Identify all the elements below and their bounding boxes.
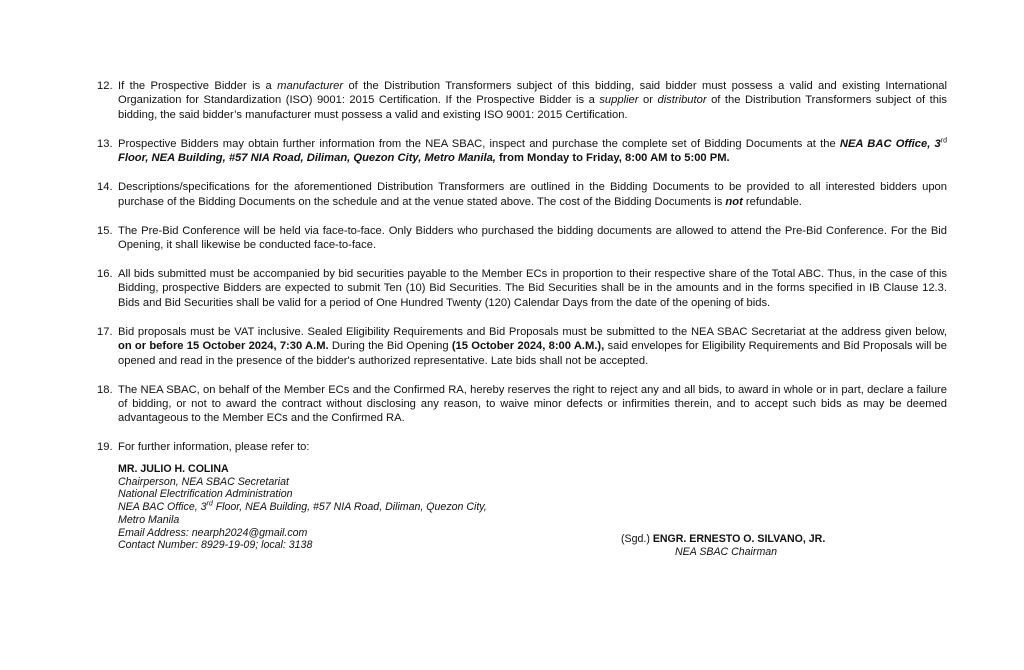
item-number: 14.: [97, 181, 113, 194]
signed-prefix: (Sgd.): [621, 533, 650, 545]
list-item: [97, 79, 947, 122]
contact-address: NEA BAC Office, 3rd Floor, NEA Building, #57 NIA Road, Diliman, Quezon City,: [118, 500, 487, 514]
signatory-name: ENGR. ERNESTO O. SILVANO, JR.: [652, 533, 826, 545]
list-item: [97, 383, 947, 426]
list-item: [97, 137, 947, 166]
item-text: Bid proposals must be VAT inclusive. Sealed Eligibility Requirements and Bid Proposals must be submitted to the NEA SBAC Secretariat at the address given below, on or before 15 October 2024, 7:30 A.M. During the Bid Opening (15 October 2024, 8:00 A.M.), said envelopes for Eligibility Requirements and Bid Proposals will be opened and read in the presence of the bidder's authorized representative. Late bids shall not be accepted.: [118, 325, 947, 367]
signatory-title: NEA SBAC Chairman: [675, 545, 778, 558]
item-text: The Pre-Bid Conference will be held via face-to-face. Only Bidders who purchased the bidding documents are allowed to attend the Pre-Bid Conference. For the Bid Opening, it shall likewise be conducted face-to-face.: [118, 224, 947, 252]
numbered-list: [97, 79, 947, 455]
item-number: 13.: [97, 137, 113, 150]
contact-phone: Contact Number: 8929-19-09; local: 3138: [118, 539, 313, 552]
signature-block: [621, 533, 825, 558]
item-text: If the Prospective Bidder is a manufacturer of the Distribution Transformers subject of this bidding, said bidder must possess a valid and existing International Organization for Standardization (ISO) 9001: 2015 Certification. If the Prospective Bidder is a supplier or distributor of the Distribution Transformers subject of this bidding, the said bidder’s manufacturer must possess a valid and existing ISO 9001: 2015 Certification.: [118, 80, 947, 121]
item-text: The NEA SBAC, on behalf of the Member ECs and the Confirmed RA, hereby reserves the right to reject any and all bids, to award in whole or in part, declare a failure of bidding, or not to award the contract without disclosing any reason, to waive minor defects or infirmities therein, and to accept such bids as may be deemed advantageous to the Member ECs and the Confirmed RA.: [118, 383, 947, 425]
signatory-line: [621, 533, 825, 546]
item-number: 19.: [97, 441, 113, 454]
item-text: Descriptions/specifications for the aforementioned Distribution Transformers are outlined in the Bidding Documents to be provided to all interested bidders upon purchase of the Bidding Documents on the schedule and at the venue stated above. The cost of the Bidding Documents is not refundable.: [118, 181, 947, 208]
item-number: 17.: [97, 325, 113, 338]
contact-address-city: Metro Manila: [118, 513, 180, 526]
item-text: All bids submitted must be accompanied by bid securities payable to the Member ECs in proportion to their respective share of the Total ABC. Thus, in the case of this Bidding, prospective Bidders are expected to submit Ten (10) Bid Securities. The Bid Securities shall be in the amounts and in the forms specified in IB Clause 12.3. Bids and Bid Securities shall be valid for a period of One Hundred Twenty (120) Calendar Days from the date of the opening of bids.: [118, 268, 947, 309]
item-text: For further information, please refer to:: [118, 441, 310, 454]
contact-block: [118, 463, 487, 552]
item-number: 15.: [97, 224, 113, 237]
item-number: 16.: [97, 268, 113, 281]
list-item: [97, 224, 947, 253]
item-number: 18.: [97, 383, 113, 396]
contact-organization: National Electrification Administration: [118, 488, 293, 501]
list-item: [97, 325, 947, 368]
list-item: [97, 440, 947, 454]
contact-title: Chairperson, NEA SBAC Secretariat: [118, 475, 289, 488]
item-number: 12.: [97, 80, 113, 92]
list-item: [97, 180, 947, 209]
contact-email: Email Address: nearph2024@gmail.com: [118, 526, 308, 539]
item-text: Prospective Bidders may obtain further information from the NEA SBAC, inspect and purchase the complete set of Bidding Documents at the NEA BAC Office, 3rd Floor, NEA Building, #57 NIA Road, Diliman, Quezon City, Metro Manila, from Monday to Friday, 8:00 AM to 5:00 PM.: [118, 137, 947, 165]
list-item: [97, 267, 947, 310]
contact-name: MR. JULIO H. COLINA: [118, 463, 229, 475]
